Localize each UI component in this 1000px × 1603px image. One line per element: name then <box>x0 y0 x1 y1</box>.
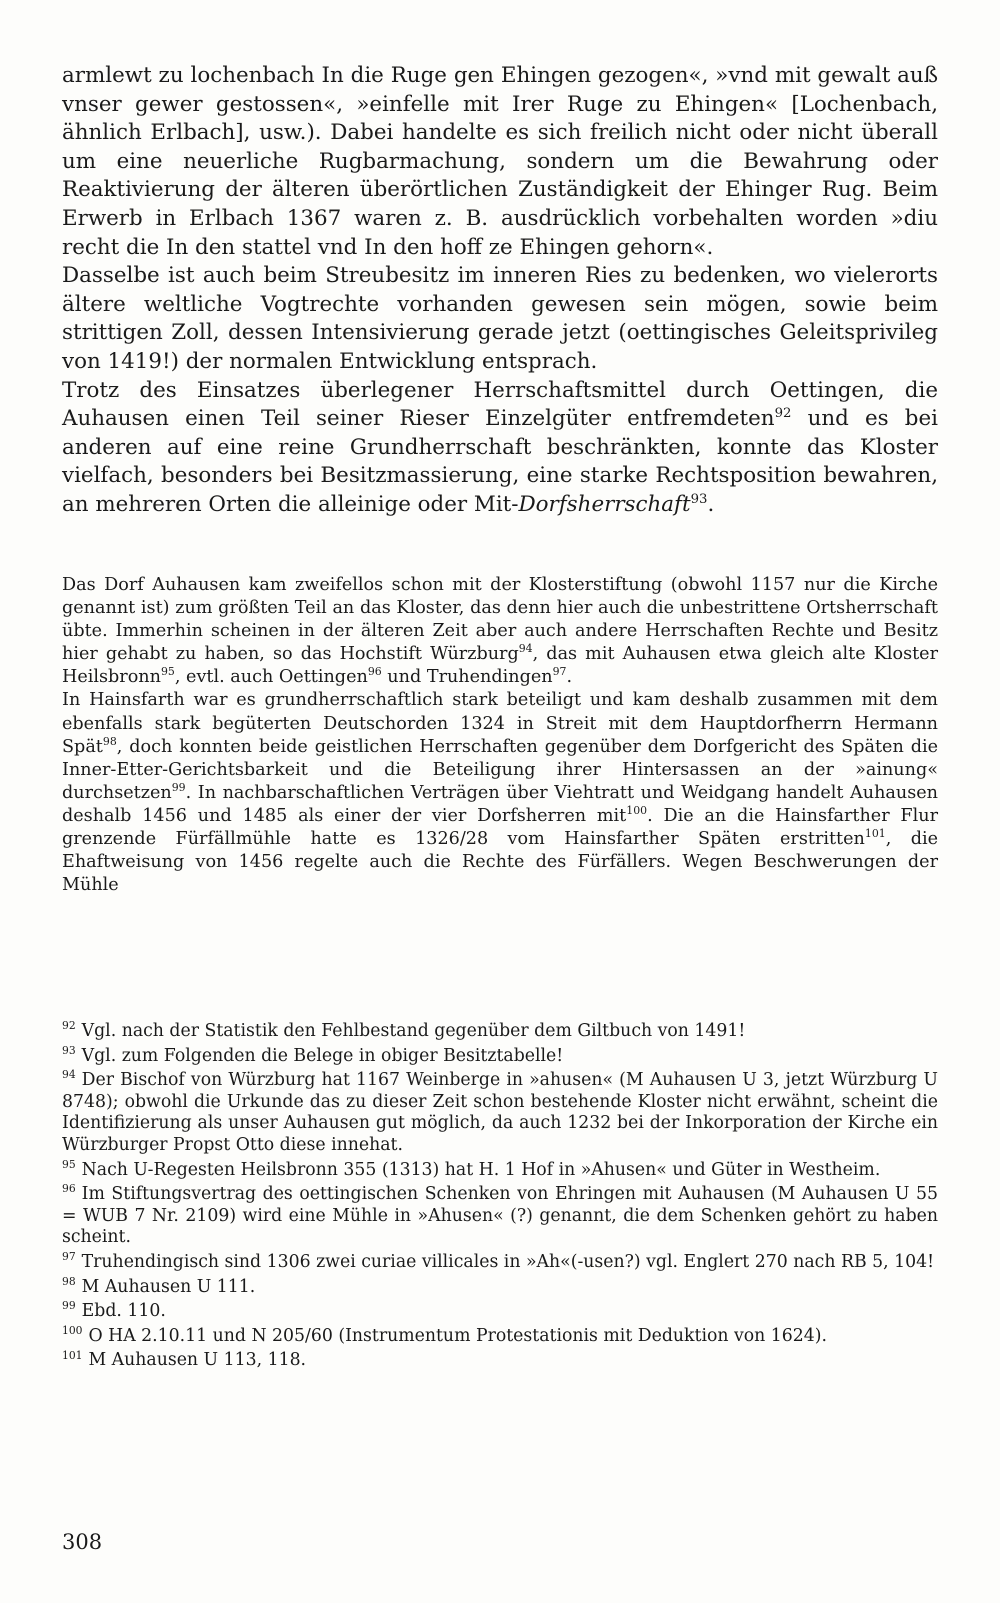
footnote-number: 94 <box>62 1068 76 1082</box>
footnote: $^{99}$ Ebd. 110. <box>62 1299 166 1322</box>
footnote-number: 97 <box>62 1250 76 1264</box>
footnote-number: 92 <box>62 1019 76 1033</box>
paragraph: armlewt zu lochenbach In die Ruge gen Ehingen gezogen«, »vnd mit gewalt auß vnser gewer gestossen«, »einfelle mit Irer Ruge zu Ehingen« [Lochenbach, ähnlich Erlbach], usw.). Dabei handelte es sich freilich nicht oder nicht überall um eine neuerliche Rugbarmachung, sondern um die Bewahrung oder Reaktivierung der älteren überörtlichen Zuständigkeit der Ehinger Rug. Beim Erwerb in Erlbach 1367 waren z. B. ausdrücklich vorbehalten worden »diu recht die In den stattel vnd In den hoff ze Ehingen gehorn«. <box>62 63 938 260</box>
footnote: $^{92}$ Vgl. nach der Statistik den Fehlbestand gegenüber dem Giltbuch von 1491! <box>62 1019 746 1041</box>
footnote-number: 100 <box>62 1323 83 1337</box>
paragraph: Dasselbe ist auch beim Streubesitz im inneren Ries zu bedenken, wo vielerorts ältere weltliche Vogtrechte vorhanden gewesen sein mögen, sowie beim strittigen Zoll, dessen Intensivierung gerade jetzt (oettingisches Geleitsprivileg von 1419!) der normalen Entwicklung entsprach. <box>62 263 938 374</box>
footnote: $^{100}$ O HA 2.10.11 und N 205/60 (Instrumentum Protestationis mit Deduktion von 1624). <box>62 1323 828 1346</box>
footnote: $^{96}$ Im Stiftungsvertrag des oettingischen Schenken von Ehringen mit Auhausen (M Auhausen U 55 = WUB 7 Nr. 2109) wird eine Mühle in »Ahusen« (?) genannt, die dem Schenken gehört zu haben scheint. <box>62 1182 938 1248</box>
footnote-number: 95 <box>62 1157 76 1171</box>
footnote-ref: 99 <box>171 780 186 794</box>
footnote-ref: 98 <box>102 734 117 748</box>
paragraph: Trotz des Einsatzes überlegener Herrschaftsmittel durch Oettingen, die Auhausen einen Teil seiner Rieser Einzelgüter entfremdeten$^{92}$ und es bei anderen auf eine reine Grundherrschaft beschränkten, konnte das Kloster vielfach, besonders bei Besitzmassierung, eine starke Rechtsposition bewahren, an mehreren Orten die alleinige oder Mit-Dorfsherrschaft$^{93}$. <box>62 377 938 517</box>
footnote-number: 101 <box>62 1348 83 1362</box>
footnote-number: 93 <box>62 1043 76 1057</box>
footnote: $^{97}$ Truhendingisch sind 1306 zwei curiae villicales in »Ah«(-usen?) vgl. Englert 270 nach RB 5, 104! <box>62 1250 935 1272</box>
footnote-ref: 94 <box>518 642 533 656</box>
small-text <box>62 574 938 897</box>
footnote-ref: 96 <box>367 665 382 679</box>
footnote-number: 96 <box>62 1182 76 1196</box>
footnote-ref: 100 <box>626 804 648 818</box>
emphasis: Dorfsherrschaft <box>518 491 691 517</box>
footnote-ref: 95 <box>160 665 175 679</box>
footnote: $^{94}$ Der Bischof von Würzburg hat 1167 Weinberge in »ahusen« (M Auhausen U 3, jetzt Würzburg U 8748); obwohl die Urkunde das zu dieser Zeit schon bestehende Kloster nicht erwähnt, scheint die Identifizierung als unser Auhausen gut möglich, da auch 1232 bei der Inkorporation der Kirche ein Würzburger Propst Otto diese innehat. <box>62 1068 938 1155</box>
footnote-ref: 97 <box>552 665 567 679</box>
footnote: $^{101}$ M Auhausen U 113, 118. <box>62 1348 307 1371</box>
footnote: $^{95}$ Nach U-Regesten Heilsbronn 355 (1313) hat H. 1 Hof in »Ahusen« und Güter in Westheim. <box>62 1157 881 1180</box>
footnote-ref: 93 <box>690 491 708 507</box>
footnote-ref: 92 <box>774 406 792 421</box>
paragraph: In Hainsfarth war es grundherrschaftlich stark beteiligt und kam deshalb zusammen mit dem ebenfalls stark begüterten Deutschorden 1324 in Streit mit dem Hauptdorfherrn Hermann Spät$^{98}$, doch konnten beide geistlichen Herrschaften gegenüber dem Dorfgericht des Späten die Inner-Etter-Gerichtsbarkeit und die Beteiligung ihrer Hintersassen an der »ainung« durchsetzen$^{99}$. In nachbarschaftlichen Verträgen über Viehtratt und Weidgang handelt Auhausen deshalb 1456 und 1485 als einer der vier Dorfsherren mit$^{100}$. Die an die Hainsfarther Flur grenzende Fürfällmühle hatte es 1326/28 vom Hainsfarther Späten erstritten$^{101}$, die Ehaftweisung von 1456 regelte auch die Rechte des Fürfällers. Wegen Beschwerungen der Mühle <box>62 690 938 896</box>
footnote: $^{98}$ M Auhausen U 111. <box>62 1274 256 1297</box>
footnotes <box>62 1021 938 1375</box>
footnote-number: 98 <box>62 1274 76 1288</box>
main-text <box>62 62 938 520</box>
paragraph: Das Dorf Auhausen kam zweifellos schon mit der Klosterstiftung (obwohl 1157 nur die Kirche genannt ist) zum größten Teil an das Kloster, das denn hier auch die unbestrittene Ortsherrschaft übte. Immerhin scheinen in der älteren Zeit aber auch andere Herrschaften Rechte und Besitz hier gehabt zu haben, so das Hochstift Würzburg$^{94}$, das mit Auhausen etwa gleich alte Kloster Heilsbronn$^{95}$, evtl. auch Oettingen$^{96}$ und Truhendingen$^{97}$. <box>62 575 938 688</box>
footnote-number: 99 <box>62 1299 76 1313</box>
page-number: 308 <box>62 1530 103 1554</box>
footnote: $^{93}$ Vgl. zum Folgenden die Belege in obiger Besitztabelle! <box>62 1043 564 1066</box>
footnote-ref: 101 <box>864 827 886 841</box>
